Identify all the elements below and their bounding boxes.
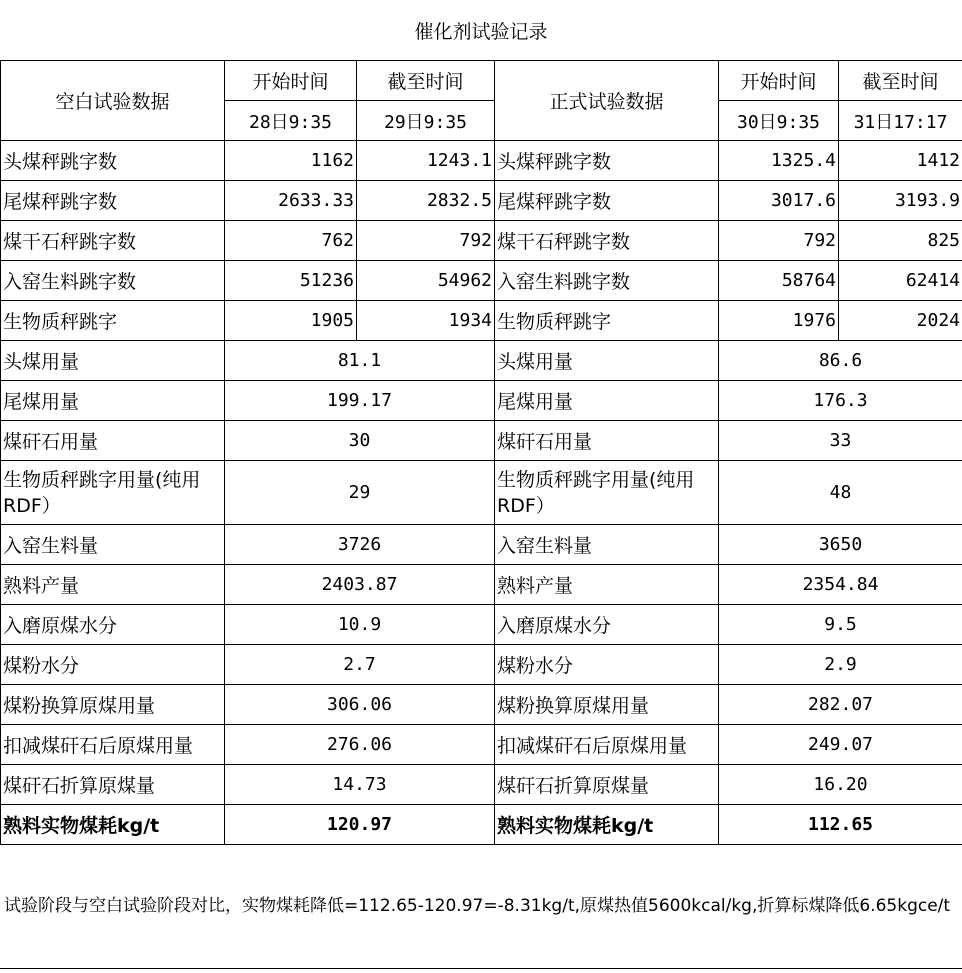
total-label: 入磨原煤水分 [1, 605, 225, 645]
total-label: 入窑生料量 [495, 525, 719, 565]
formal-end-time: 31日17:17 [839, 101, 962, 141]
reading-row [1, 181, 962, 221]
total-row [1, 805, 962, 845]
blank-total-value: 10.9 [225, 605, 495, 645]
reading-label: 煤干石秤跳字数 [495, 221, 719, 261]
blank-end-time: 29日9:35 [357, 101, 495, 141]
blank-total-value: 14.73 [225, 765, 495, 805]
formal-end-value: 1412 [839, 141, 962, 181]
blank-total-value: 199.17 [225, 381, 495, 421]
bottom-divider [0, 968, 962, 969]
total-label: 熟料实物煤耗kg/t [495, 805, 719, 845]
summary-note: 试验阶段与空白试验阶段对比，实物煤耗降低=112.65-120.97=-8.31kg/t,原煤热值5600kcal/kg,折算标煤降低6.65kgce/t [4, 896, 951, 916]
blank-end-value: 2832.5 [357, 181, 495, 221]
reading-label: 生物质秤跳字 [1, 301, 225, 341]
blank-end-value: 1243.1 [357, 141, 495, 181]
total-label: 扣减煤矸石后原煤用量 [1, 725, 225, 765]
total-row [1, 341, 962, 381]
blank-start-value: 2633.33 [225, 181, 357, 221]
blank-start-value: 1905 [225, 301, 357, 341]
formal-start-value: 3017.6 [719, 181, 839, 221]
total-row [1, 525, 962, 565]
total-row [1, 461, 962, 525]
blank-start-time: 28日9:35 [225, 101, 357, 141]
total-label: 煤矸石折算原煤量 [495, 765, 719, 805]
total-row [1, 725, 962, 765]
blank-start-value: 1162 [225, 141, 357, 181]
formal-start-time: 30日9:35 [719, 101, 839, 141]
formal-end-value: 62414 [839, 261, 962, 301]
total-label: 尾煤用量 [1, 381, 225, 421]
total-label: 头煤用量 [1, 341, 225, 381]
total-label: 熟料产量 [495, 565, 719, 605]
blank-start-value: 51236 [225, 261, 357, 301]
page-title: 催化剂试验记录 [414, 20, 548, 43]
total-label: 生物质秤跳字用量(纯用RDF） [495, 461, 719, 525]
reading-label: 头煤秤跳字数 [495, 141, 719, 181]
reading-row [1, 261, 962, 301]
total-row [1, 605, 962, 645]
total-row [1, 685, 962, 725]
total-label: 熟料实物煤耗kg/t [1, 805, 225, 845]
formal-start-value: 1976 [719, 301, 839, 341]
formal-end-value: 825 [839, 221, 962, 261]
total-row [1, 381, 962, 421]
total-label: 煤粉换算原煤用量 [495, 685, 719, 725]
formal-start-value: 1325.4 [719, 141, 839, 181]
blank-start-value: 762 [225, 221, 357, 261]
total-row [1, 421, 962, 461]
formal-start-time-header: 开始时间 [719, 61, 839, 101]
formal-total-value: 112.65 [719, 805, 962, 845]
formal-end-value: 3193.9 [839, 181, 962, 221]
blank-test-header: 空白试验数据 [1, 61, 225, 141]
catalyst-test-table [0, 60, 962, 845]
blank-end-time-header: 截至时间 [357, 61, 495, 101]
formal-total-value: 86.6 [719, 341, 962, 381]
formal-end-value: 2024 [839, 301, 962, 341]
total-label: 煤粉水分 [1, 645, 225, 685]
reading-row [1, 221, 962, 261]
blank-total-value: 81.1 [225, 341, 495, 381]
blank-end-value: 1934 [357, 301, 495, 341]
total-label: 煤粉换算原煤用量 [1, 685, 225, 725]
formal-total-value: 282.07 [719, 685, 962, 725]
reading-label: 入窑生料跳字数 [495, 261, 719, 301]
total-label: 煤矸石用量 [495, 421, 719, 461]
reading-label: 头煤秤跳字数 [1, 141, 225, 181]
formal-total-value: 2354.84 [719, 565, 962, 605]
total-label: 生物质秤跳字用量(纯用RDF） [1, 461, 225, 525]
reading-row [1, 301, 962, 341]
total-label: 尾煤用量 [495, 381, 719, 421]
total-label: 头煤用量 [495, 341, 719, 381]
blank-total-value: 29 [225, 461, 495, 525]
total-label: 熟料产量 [1, 565, 225, 605]
formal-total-value: 33 [719, 421, 962, 461]
reading-label: 生物质秤跳字 [495, 301, 719, 341]
blank-start-time-header: 开始时间 [225, 61, 357, 101]
blank-total-value: 306.06 [225, 685, 495, 725]
reading-row [1, 141, 962, 181]
formal-total-value: 3650 [719, 525, 962, 565]
formal-end-time-header: 截至时间 [839, 61, 962, 101]
reading-label: 煤干石秤跳字数 [1, 221, 225, 261]
blank-total-value: 276.06 [225, 725, 495, 765]
blank-total-value: 2.7 [225, 645, 495, 685]
reading-label: 尾煤秤跳字数 [1, 181, 225, 221]
reading-label: 尾煤秤跳字数 [495, 181, 719, 221]
total-label: 煤粉水分 [495, 645, 719, 685]
total-label: 入窑生料量 [1, 525, 225, 565]
total-label: 煤矸石用量 [1, 421, 225, 461]
total-label: 扣减煤矸石后原煤用量 [495, 725, 719, 765]
total-label: 煤矸石折算原煤量 [1, 765, 225, 805]
formal-total-value: 176.3 [719, 381, 962, 421]
formal-test-header: 正式试验数据 [495, 61, 719, 141]
blank-end-value: 792 [357, 221, 495, 261]
total-row [1, 565, 962, 605]
blank-total-value: 120.97 [225, 805, 495, 845]
formal-start-value: 58764 [719, 261, 839, 301]
blank-total-value: 3726 [225, 525, 495, 565]
total-label: 入磨原煤水分 [495, 605, 719, 645]
total-row [1, 645, 962, 685]
formal-total-value: 9.5 [719, 605, 962, 645]
formal-total-value: 2.9 [719, 645, 962, 685]
blank-total-value: 30 [225, 421, 495, 461]
formal-total-value: 249.07 [719, 725, 962, 765]
reading-label: 入窑生料跳字数 [1, 261, 225, 301]
blank-total-value: 2403.87 [225, 565, 495, 605]
formal-total-value: 16.20 [719, 765, 962, 805]
total-row [1, 765, 962, 805]
blank-end-value: 54962 [357, 261, 495, 301]
formal-total-value: 48 [719, 461, 962, 525]
formal-start-value: 792 [719, 221, 839, 261]
